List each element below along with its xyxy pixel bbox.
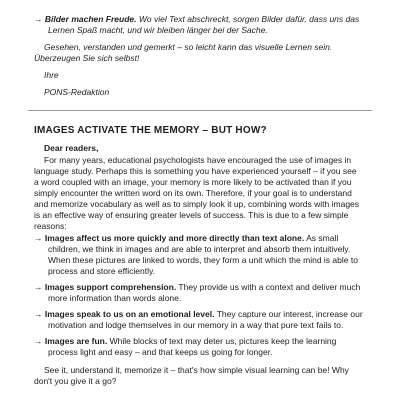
bullet-text: While blocks of text may deter us, pictures keep the learning: [109, 336, 337, 346]
german-bullet-text: Wo viel Text abschreckt, sorgen Bilder dafür, dass uns das: [138, 14, 360, 24]
intro-line: and memorize vocabulary as well as to simply look it up, combining words with images: [34, 199, 360, 209]
german-closing-line-1: Gesehen, verstanden und gemerkt – so leicht kann das visuelle Lernen sein.: [44, 42, 333, 52]
closing-line-2: don't you give it a go?: [34, 376, 117, 386]
arrow-icon: →: [34, 233, 43, 243]
bullet-continuation: motivation and lodge themselves in our memory in a way that pure text fails to.: [48, 320, 344, 330]
section-divider: [28, 110, 372, 111]
arrow-icon: →: [34, 336, 43, 346]
bullet-item: [34, 309, 363, 319]
intro-line: simply encounter the written word on its own. Therefore, if your goal is to understand: [34, 188, 352, 198]
bullet-item: [34, 336, 336, 346]
arrow-icon: →: [34, 309, 43, 319]
bullet-continuation: children, we think in images and are able to interpret and absorb them intuitively.: [48, 244, 351, 254]
german-signoff: Ihre: [44, 70, 59, 80]
intro-line: is an effective way of ensuring greater levels of success. This is due to a few simple: [34, 210, 349, 220]
german-bullet-title: Bilder machen Freude.: [44, 14, 137, 24]
bullet-text: They provide us with a context and deliver much: [178, 282, 361, 292]
intro-line: a word coupled with an image, your memory is more likely to be activated than if you: [34, 177, 352, 187]
arrow-icon: →: [34, 14, 43, 24]
bullet-text: As small: [306, 233, 339, 243]
bullet-continuation: When these pictures are linked to words, they form a unit which the mind is able to: [48, 255, 358, 265]
section-heading: IMAGES ACTIVATE THE MEMORY – BUT HOW?: [34, 125, 267, 136]
salutation: Dear readers,: [44, 143, 99, 153]
german-closing-line-2: Überzeugen Sie sich selbst!: [34, 53, 140, 63]
german-bullet-continuation: Lernen Spaß macht, und wir bleiben länger bei der Sache.: [48, 25, 268, 35]
bullet-item: [34, 282, 360, 292]
bullet-text: They capture our interest, increase our: [216, 309, 363, 319]
intro-line: reasons:: [34, 221, 67, 231]
bullet-continuation: process and store efficiently.: [48, 266, 155, 276]
intro-line: For many years, educational psychologists have encouraged the use of images in: [44, 155, 352, 165]
intro-line: language study. Perhaps this is something you have experienced yourself – if you see: [34, 166, 357, 176]
closing-line-1: See it, understand it, memorize it – that's how simple visual learning can be! Why: [44, 365, 349, 375]
bullet-continuation: more information than words alone.: [48, 293, 182, 303]
german-editor-name: PONS-Redaktion: [44, 87, 110, 97]
bullet-continuation: process light and easy – and that keeps us going for longer.: [48, 347, 273, 357]
german-bullet: [34, 14, 359, 24]
bullet-title: Images support comprehension.: [44, 282, 177, 292]
arrow-icon: →: [34, 282, 43, 292]
bullet-title: Images speak to us on an emotional level.: [44, 309, 215, 319]
bullet-title: Images affect us more quickly and more directly than text alone.: [44, 233, 305, 243]
bullet-item: [34, 233, 338, 243]
page-top-crop: [0, 0, 400, 6]
bullet-title: Images are fun.: [44, 336, 108, 346]
